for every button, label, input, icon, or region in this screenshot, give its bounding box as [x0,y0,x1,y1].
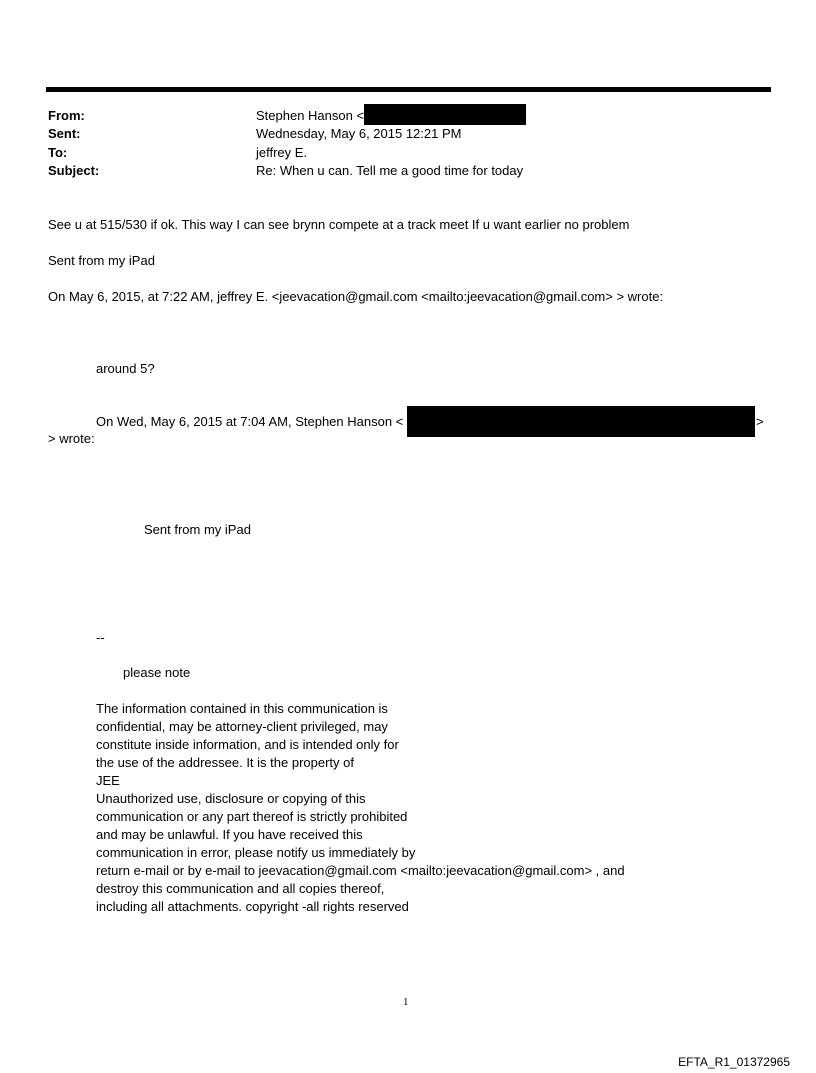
quoted-around-5: around 5? [96,361,155,376]
from-label: From: [48,108,85,123]
disclaimer-line: destroy this communication and all copies thereof, [96,881,385,896]
sent-from-ipad-1: Sent from my iPad [48,253,155,268]
disclaimer-line: The information contained in this communication is [96,701,388,716]
sent-value: Wednesday, May 6, 2015 12:21 PM [256,126,462,141]
subject-value: Re: When u can. Tell me a good time for today [256,163,524,178]
disclaimer-line: communication in error, please notify us immediately by [96,845,416,860]
disclaimer-line: the use of the addressee. It is the property of [96,755,354,770]
quote-header-1: On May 6, 2015, at 7:22 AM, jeffrey E. <jeevacation@gmail.com <mailto:jeevacation@gmail.com> > wrote: [48,289,664,304]
quote-header-2: On Wed, May 6, 2015 at 7:04 AM, Stephen Hanson < [96,414,404,429]
redaction-stephen-email [407,406,755,437]
disclaimer-line: return e-mail or by e-mail to jeevacation@gmail.com <mailto:jeevacation@gmail.com> , and [96,863,625,878]
header-rule [46,87,771,92]
disclaimer [96,700,696,916]
page-number: 1 [403,996,409,1008]
disclaimer-line: including all attachments. copyright -all rights reserved [96,899,409,914]
please-note: please note [123,665,191,680]
disclaimer-line: and may be unlawful. If you have received this [96,827,363,842]
disclaimer-line: Unauthorized use, disclosure or copying of this [96,791,366,806]
redaction-from-email [364,104,526,125]
subject-label: Subject: [48,163,100,178]
sent-from-ipad-2: Sent from my iPad [144,522,251,537]
body-line-1: See u at 515/530 if ok. This way I can see brynn compete at a track meet If u want earlier no problem [48,217,630,232]
disclaimer-line: constitute inside information, and is intended only for [96,737,399,752]
disclaimer-line: communication or any part thereof is strictly prohibited [96,809,408,824]
to-label: To: [48,145,68,160]
quote-header-2-wrote: > wrote: [48,431,95,446]
bates-number: EFTA_R1_01372965 [678,1055,790,1069]
disclaimer-line: JEE [96,773,120,788]
sent-label: Sent: [48,126,81,141]
quote-header-2-close: > [756,414,764,429]
to-value: jeffrey E. [256,145,308,160]
from-value: Stephen Hanson < [256,108,365,123]
disclaimer-line: confidential, may be attorney-client privileged, may [96,719,388,734]
signature-dash: -- [96,630,105,645]
